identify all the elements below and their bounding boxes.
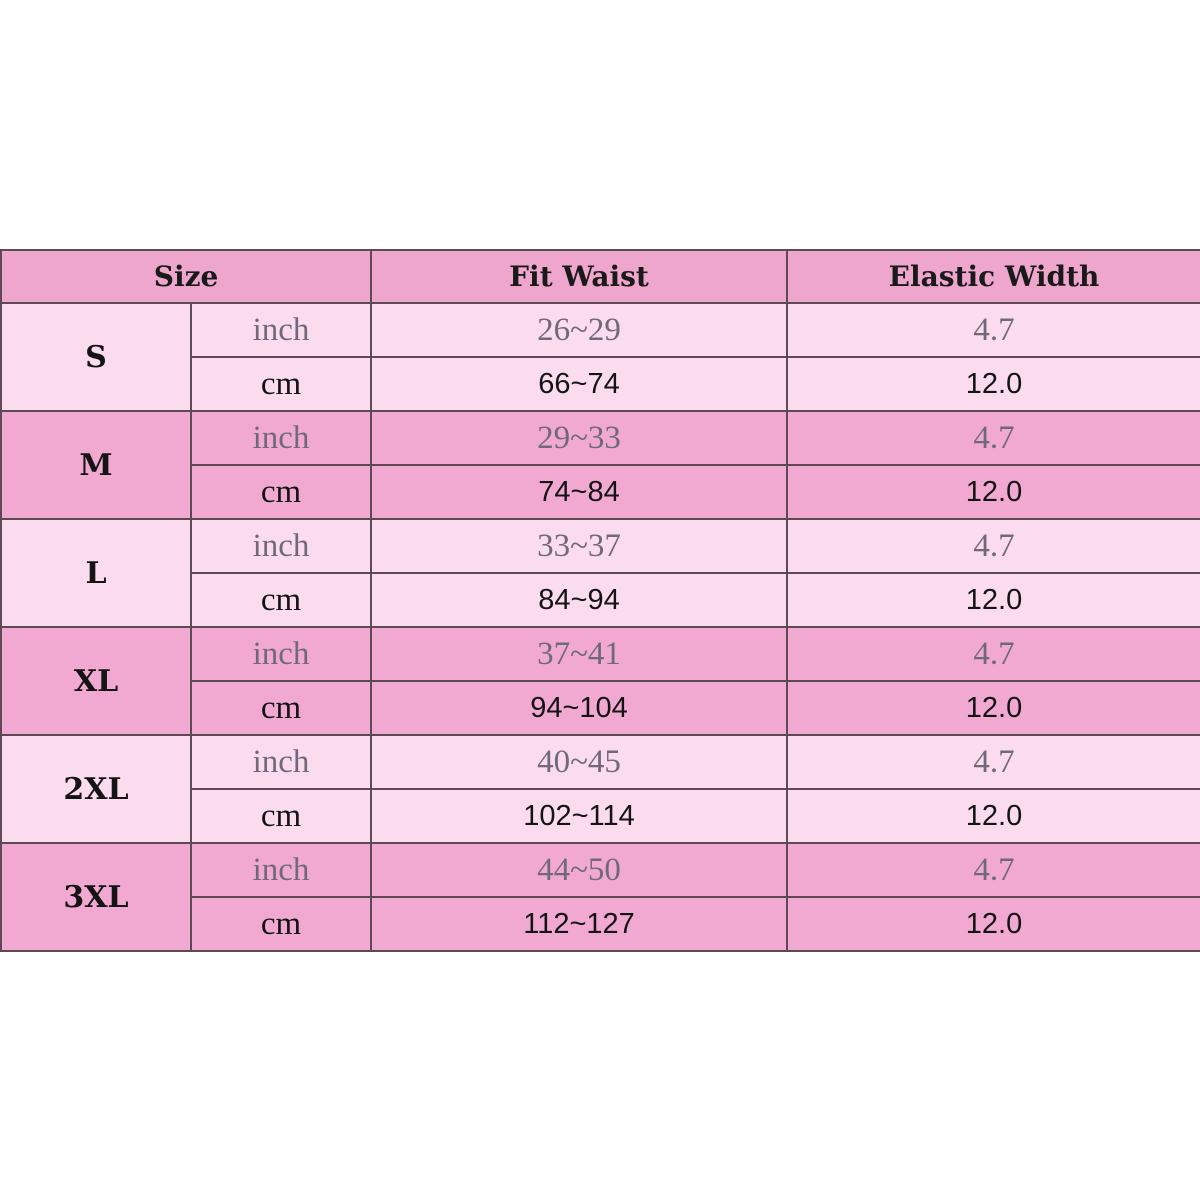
elastic-width-value: 12.0 <box>787 573 1200 627</box>
table-row <box>1 735 1200 789</box>
fit-waist-value: 37~41 <box>371 627 787 681</box>
table-row <box>1 627 1200 681</box>
elastic-width-value: 4.7 <box>787 519 1200 573</box>
size-group-2xl <box>1 735 1200 843</box>
elastic-width-value: 12.0 <box>787 789 1200 843</box>
elastic-width-value: 4.7 <box>787 735 1200 789</box>
elastic-width-value: 4.7 <box>787 843 1200 897</box>
fit-waist-value: 40~45 <box>371 735 787 789</box>
fit-waist-value: 94~104 <box>371 681 787 735</box>
fit-waist-value: 66~74 <box>371 357 787 411</box>
header-row <box>1 250 1200 303</box>
table-row <box>1 303 1200 357</box>
unit-label: cm <box>191 357 371 411</box>
unit-label: cm <box>191 465 371 519</box>
fit-waist-value: 102~114 <box>371 789 787 843</box>
header-elastic-width: Elastic Width <box>787 250 1200 303</box>
elastic-width-value: 4.7 <box>787 303 1200 357</box>
size-group-m <box>1 411 1200 519</box>
table-row <box>1 411 1200 465</box>
elastic-width-value: 4.7 <box>787 627 1200 681</box>
size-label: S <box>1 303 191 411</box>
unit-label: cm <box>191 573 371 627</box>
fit-waist-value: 84~94 <box>371 573 787 627</box>
header-fit-waist: Fit Waist <box>371 250 787 303</box>
elastic-width-value: 4.7 <box>787 411 1200 465</box>
size-label: L <box>1 519 191 627</box>
elastic-width-value: 12.0 <box>787 357 1200 411</box>
fit-waist-value: 29~33 <box>371 411 787 465</box>
unit-label: inch <box>191 411 371 465</box>
size-label: 2XL <box>1 735 191 843</box>
unit-label: inch <box>191 735 371 789</box>
unit-label: inch <box>191 843 371 897</box>
size-label: 3XL <box>1 843 191 951</box>
unit-label: cm <box>191 897 371 951</box>
fit-waist-value: 33~37 <box>371 519 787 573</box>
unit-label: inch <box>191 627 371 681</box>
size-group-xl <box>1 627 1200 735</box>
size-label: XL <box>1 627 191 735</box>
fit-waist-value: 74~84 <box>371 465 787 519</box>
elastic-width-value: 12.0 <box>787 897 1200 951</box>
elastic-width-value: 12.0 <box>787 681 1200 735</box>
table-row <box>1 519 1200 573</box>
fit-waist-value: 112~127 <box>371 897 787 951</box>
unit-label: inch <box>191 303 371 357</box>
table-row <box>1 843 1200 897</box>
unit-label: inch <box>191 519 371 573</box>
size-group-s <box>1 303 1200 411</box>
fit-waist-value: 44~50 <box>371 843 787 897</box>
unit-label: cm <box>191 789 371 843</box>
size-chart-table <box>0 249 1200 952</box>
unit-label: cm <box>191 681 371 735</box>
size-group-3xl <box>1 843 1200 951</box>
fit-waist-value: 26~29 <box>371 303 787 357</box>
size-label: M <box>1 411 191 519</box>
elastic-width-value: 12.0 <box>787 465 1200 519</box>
size-group-l <box>1 519 1200 627</box>
header-size: Size <box>1 250 371 303</box>
